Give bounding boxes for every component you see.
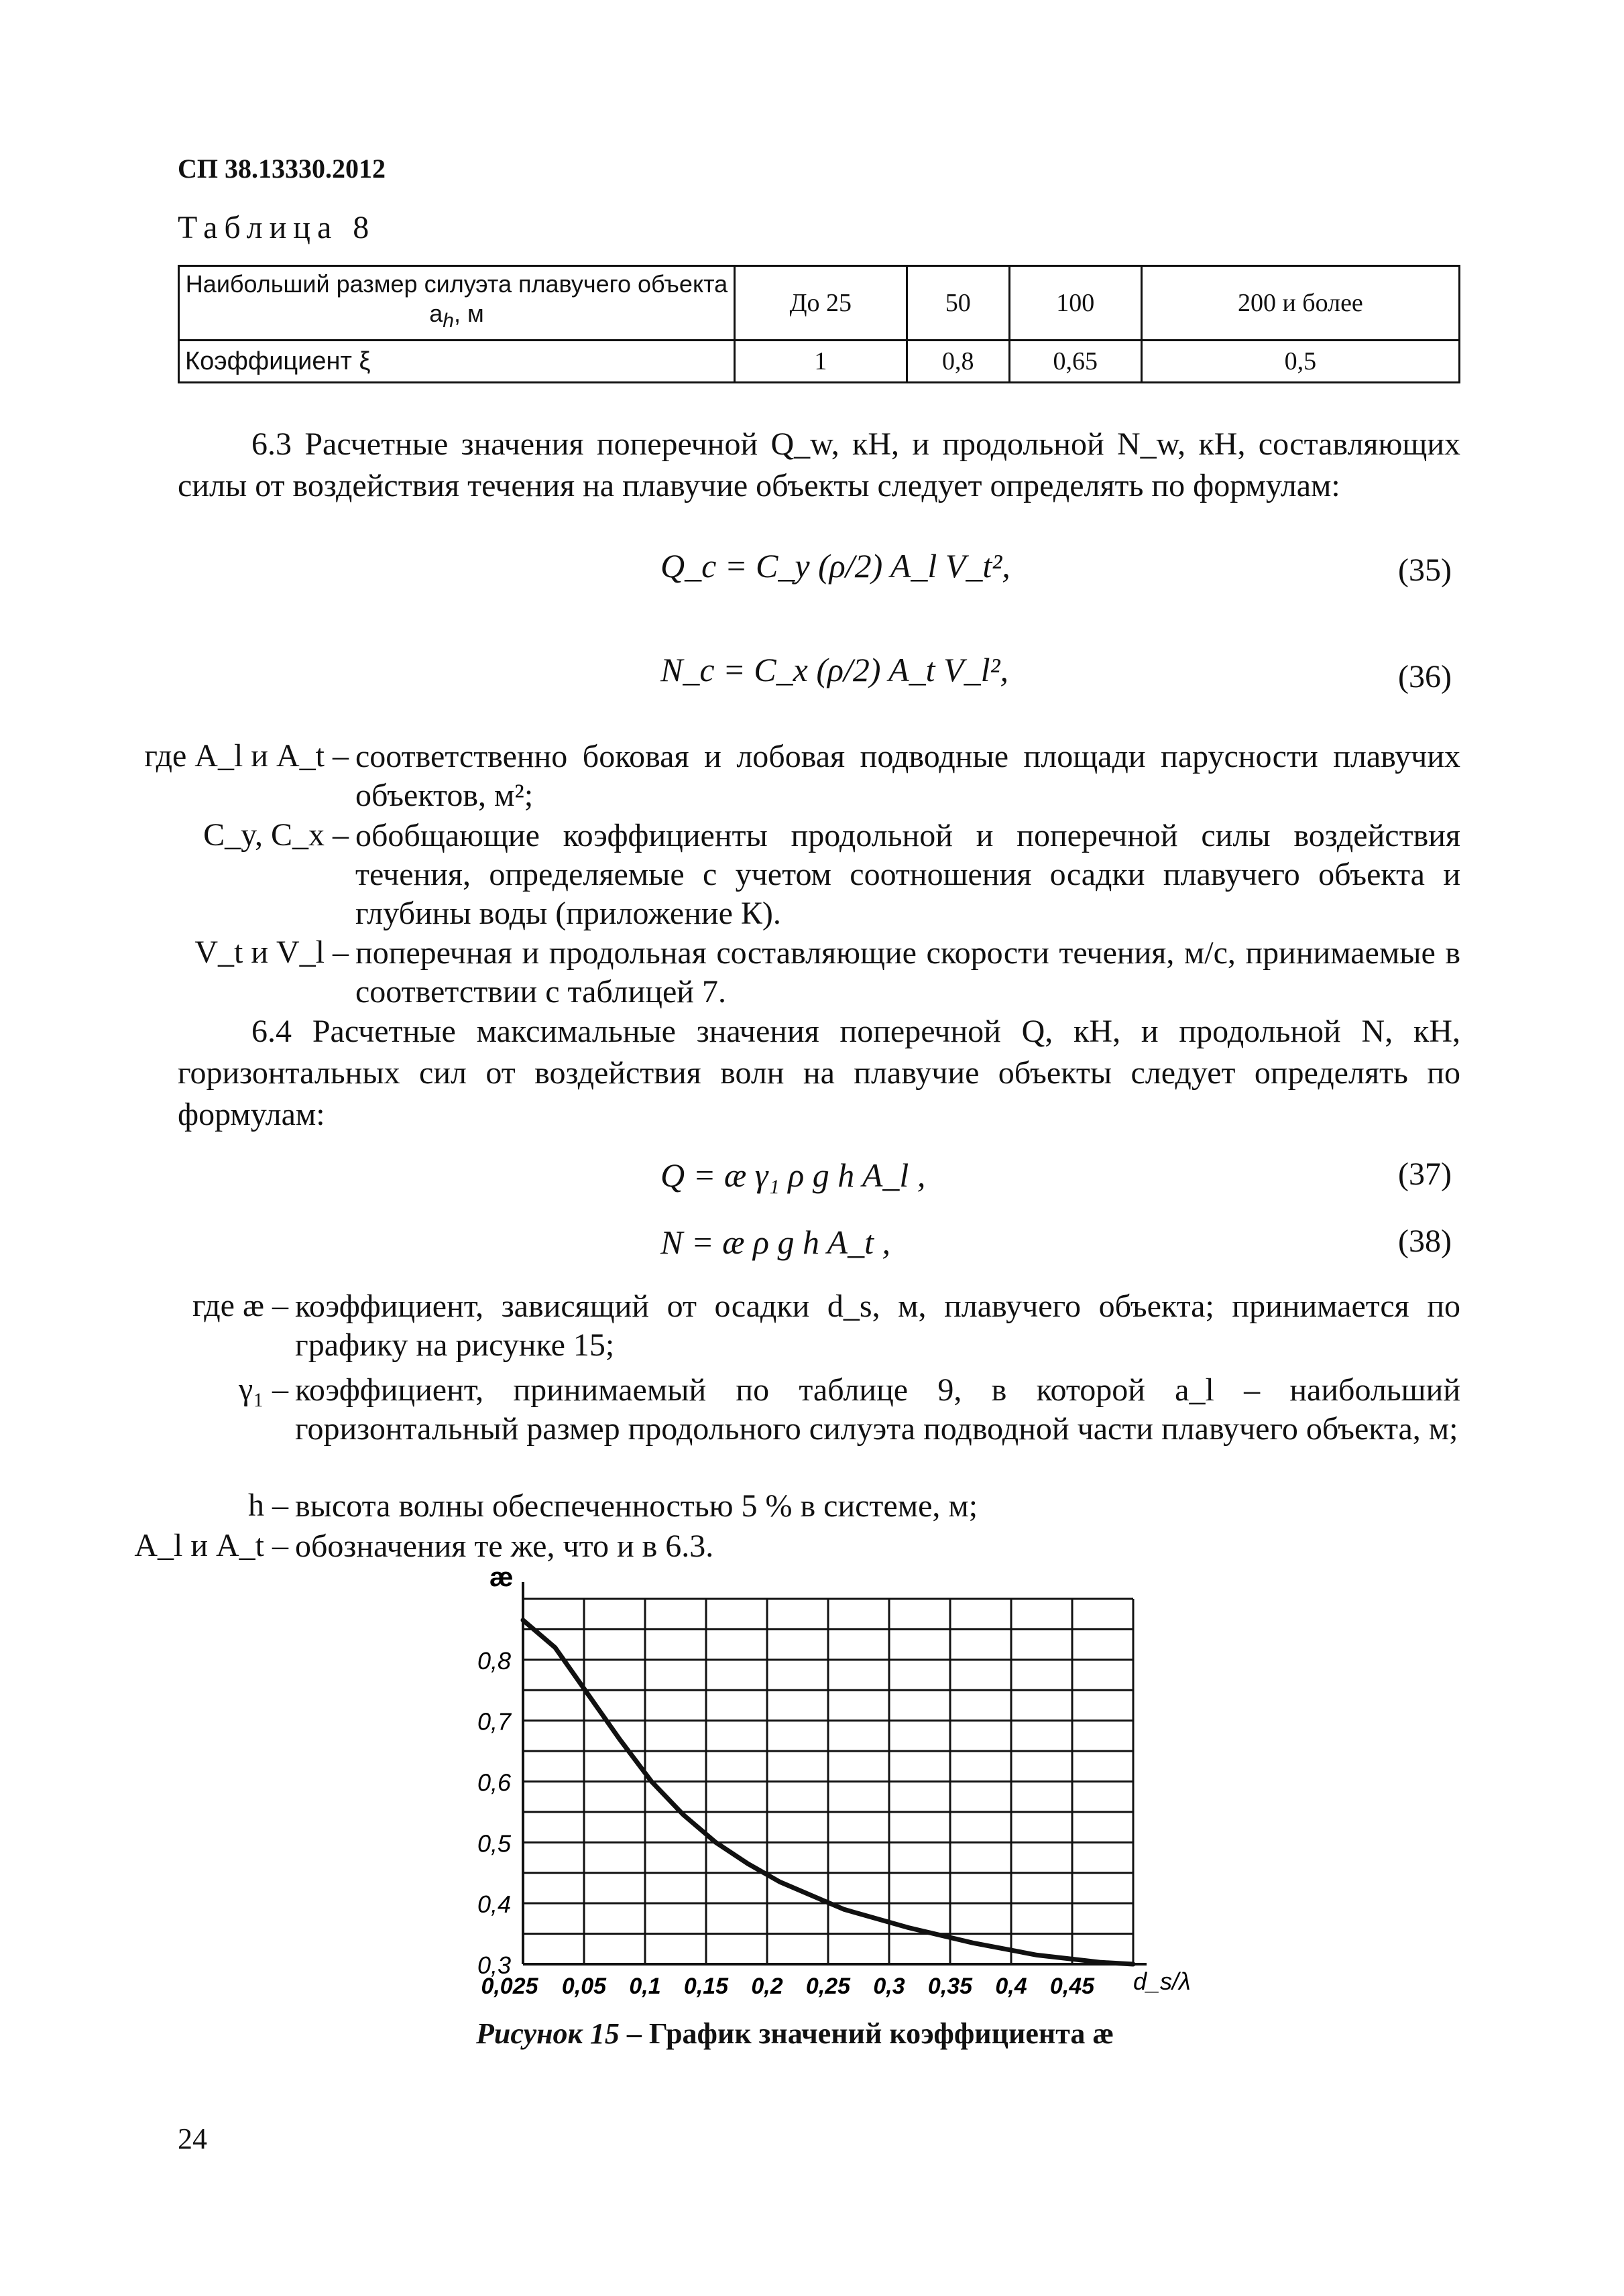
y-axis-label: æ <box>489 1563 514 1592</box>
formula-37: Q = æ γ₁ ρ g h A_l , <box>660 1156 926 1194</box>
x-tick-label: 0,15 <box>683 1974 729 1999</box>
definition-term: γ₁ – <box>239 1372 288 1407</box>
definition-text: обозначения те же, что и в 6.3. <box>295 1528 714 1564</box>
figure-15-chart <box>456 1562 1227 2004</box>
formula-35: Q_c = C_y (ρ/2) A_l V_t², <box>660 547 1010 585</box>
x-tick-label: 0,1 <box>629 1974 661 1999</box>
x-tick-label: 0,05 <box>561 1974 607 1999</box>
y-tick-labels <box>477 1647 512 1979</box>
formula-36: N_c = C_x (ρ/2) A_t V_l², <box>660 651 1008 688</box>
table-8 <box>178 265 1460 383</box>
paragraph-6-3: 6.3 Расчетные значения поперечной Q_w, кН, и продольной N_w, кН, составляющих силы от воздействия течения на плавучие объекты следует определять по формулам: <box>178 426 1460 503</box>
table-header-cell: Наибольший размер силуэта плавучего объекта $a_h$, м <box>179 266 735 341</box>
x-tick-label: 0,2 <box>751 1974 783 1999</box>
formula-37-number: (37) <box>1398 1156 1452 1192</box>
document-code: СП 38.13330.2012 <box>178 154 386 184</box>
table-cell: 100 <box>1009 266 1141 341</box>
definition-term: где A_l и A_t – <box>144 738 349 774</box>
table-row <box>179 266 1460 341</box>
y-tick-label: 0,6 <box>477 1768 511 1797</box>
table-cell: 0,65 <box>1009 341 1141 383</box>
x-tick-label: 0,4 <box>995 1974 1027 1999</box>
formula-38-number: (38) <box>1398 1223 1452 1259</box>
figure-caption: Рисунок 15 – График значений коэффициента æ <box>476 2017 1114 2050</box>
table-cell: 200 и более <box>1141 266 1459 341</box>
table-cell: До 25 <box>735 266 907 341</box>
chart-grid <box>523 1599 1133 1964</box>
table-row-label: Коэффициент ξ <box>179 341 735 383</box>
definition-text: высота волны обеспеченностью 5 % в системе, м; <box>295 1488 978 1524</box>
definition-term: V_t и V_l – <box>194 934 349 970</box>
x-tick-label: 0,35 <box>927 1974 973 1999</box>
definition-term: C_y, C_x – <box>203 817 349 853</box>
x-tick-label: 0,025 <box>481 1974 538 1999</box>
paragraph-6-4: 6.4 Расчетные максимальные значения поперечной Q, кН, и продольной N, кН, горизонтальных сил от воздействия волн на плавучие объекты следует определять по формулам: <box>178 1014 1460 1132</box>
x-axis-label: d_s/λ <box>1133 1968 1191 1995</box>
table-row <box>179 341 1460 383</box>
y-tick-label: 0,8 <box>477 1646 511 1675</box>
table-cell: 0,5 <box>1141 341 1459 383</box>
definition-term: A_l и A_t – <box>134 1528 288 1563</box>
y-tick-label: 0,3 <box>477 1951 511 1979</box>
y-tick-label: 0,4 <box>477 1890 511 1919</box>
table-label: Таблица 8 <box>178 210 376 245</box>
page-number: 24 <box>178 2122 207 2155</box>
x-tick-labels <box>481 1974 1095 1999</box>
table-cell: 0,8 <box>907 341 1009 383</box>
table-cell: 1 <box>735 341 907 383</box>
definition-text: соответственно боковая и лобовая подводные площади парусности плавучих объектов, м²; <box>355 739 1460 813</box>
definition-text: поперечная и продольная составляющие скорости течения, м/с, принимаемые в соответствии с таблицей 7. <box>355 935 1460 1010</box>
formula-35-number: (35) <box>1398 552 1452 588</box>
definition-text: обобщающие коэффициенты продольной и поперечной силы воздействия течения, определяемые с учетом соотношения осадки плавучего объекта и глубины воды (приложение К). <box>355 818 1460 931</box>
formula-36-number: (36) <box>1398 659 1452 694</box>
definition-term: h – <box>248 1488 288 1523</box>
table-cell: 50 <box>907 266 1009 341</box>
definition-text: коэффициент, принимаемый по таблице 9, в которой a_l – наибольший горизонтальный размер продольного силуэта подводной части плавучего объекта, м; <box>295 1372 1460 1447</box>
x-tick-label: 0,3 <box>873 1974 905 1999</box>
x-tick-label: 0,25 <box>805 1974 851 1999</box>
y-tick-label: 0,5 <box>477 1829 511 1858</box>
y-tick-label: 0,7 <box>477 1707 511 1736</box>
x-tick-label: 0,45 <box>1049 1974 1095 1999</box>
definition-text: коэффициент, зависящий от осадки d_s, м, плавучего объекта; принимается по графику на рисунке 15; <box>295 1288 1460 1363</box>
definition-term: где æ – <box>192 1288 288 1323</box>
formula-38: N = æ ρ g h A_t , <box>660 1223 890 1261</box>
